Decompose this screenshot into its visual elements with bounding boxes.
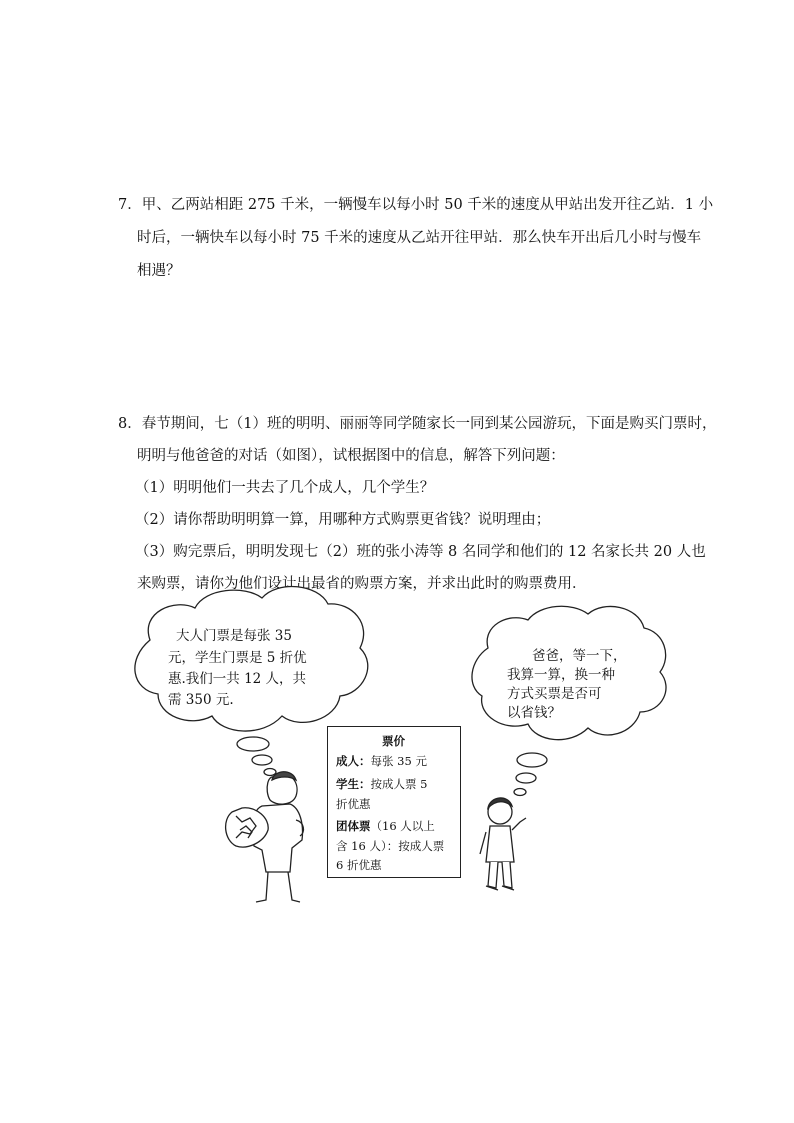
son-bubble-line-2: 我算一算，换一种: [507, 667, 615, 683]
dad-bubble-line-1: 大人门票是每张 35: [176, 628, 292, 644]
question-7-line-2: 时后，一辆快车以每小时 75 千米的速度从乙站开往甲站．那么快车开出后几小时与慢车: [137, 230, 702, 246]
dad-bubble-line-4: 需 350 元.: [168, 692, 234, 708]
son-bubble-line-3: 方式买票是否可: [507, 686, 602, 702]
ticket-group-value-2: 含 16 人）：按成人票: [336, 839, 445, 853]
question-8-sub-1: （1）明明他们一共去了几个成人，几个学生？: [135, 480, 435, 496]
question-7-number: 7．: [118, 197, 142, 213]
son-thought-dot-1: [517, 753, 547, 767]
ticket-group-label: 团体票: [336, 819, 371, 833]
ticket-student-row: [336, 779, 427, 791]
son-thought-dot-3: [514, 789, 526, 796]
dad-bubble-line-3: 惠.我们一共 12 人，共: [168, 671, 307, 687]
question-8-number: 8．: [118, 416, 142, 432]
ticket-group-row: [336, 821, 435, 833]
ticket-group-value-1: （16 人以上: [370, 819, 435, 833]
question-8-line-2: 明明与他爸爸的对话（如图），试根据图中的信息，解答下列问题：: [137, 448, 565, 464]
ticket-title: 票价: [382, 734, 405, 748]
ticket-student-value-1: 按成人票 5: [370, 777, 428, 791]
question-7-line-3: 相遇？: [137, 263, 181, 279]
ticket-adult-label: 成人：: [336, 754, 371, 768]
ticket-price-box: [327, 726, 461, 878]
dad-thought-dot-3: [264, 769, 276, 776]
ticket-adult-row: [336, 756, 427, 768]
question-8-text-1: 春节期间，七（1）班的明明、丽丽等同学随家长一同到某公园游玩，下面是购买门票时，: [141, 416, 717, 432]
son-bubble-line-4: 以省钱？: [507, 705, 561, 721]
question-8-sub-2: （2）请你帮助明明算一算，用哪种方式购票更省钱？说明理由；: [135, 512, 551, 528]
ticket-student-label: 学生：: [336, 777, 371, 791]
son-thought-dot-2: [516, 773, 536, 783]
ticket-group-value-3: 6 折优惠: [336, 858, 382, 872]
dad-bubble-line-2: 元，学生门票是 5 折优: [168, 650, 307, 666]
dad-thought-dot-1: [237, 737, 269, 751]
son-bubble-line-1: 爸爸，等一下，: [532, 648, 627, 664]
ticket-adult-value: 每张 35 元: [370, 754, 427, 768]
father-figure: [226, 772, 304, 902]
ticket-student-value-2: 折优惠: [336, 797, 371, 811]
question-8-sub-3-line-1: （3）购完票后，明明发现七（2）班的张小涛等 8 名同学和他们的 12 名家长共 20 人也: [135, 544, 706, 560]
son-figure: [480, 798, 526, 890]
question-7-text-1: 甲、乙两站相距 275 千米，一辆慢车以每小时 50 千米的速度从甲站出发开往乙站．1 小: [141, 197, 714, 213]
question-8-sub-3-line-2: 来购票，请你为他们设计出最省的购票方案，并求出此时的购票费用．: [137, 576, 587, 592]
dad-thought-dot-2: [252, 755, 272, 765]
